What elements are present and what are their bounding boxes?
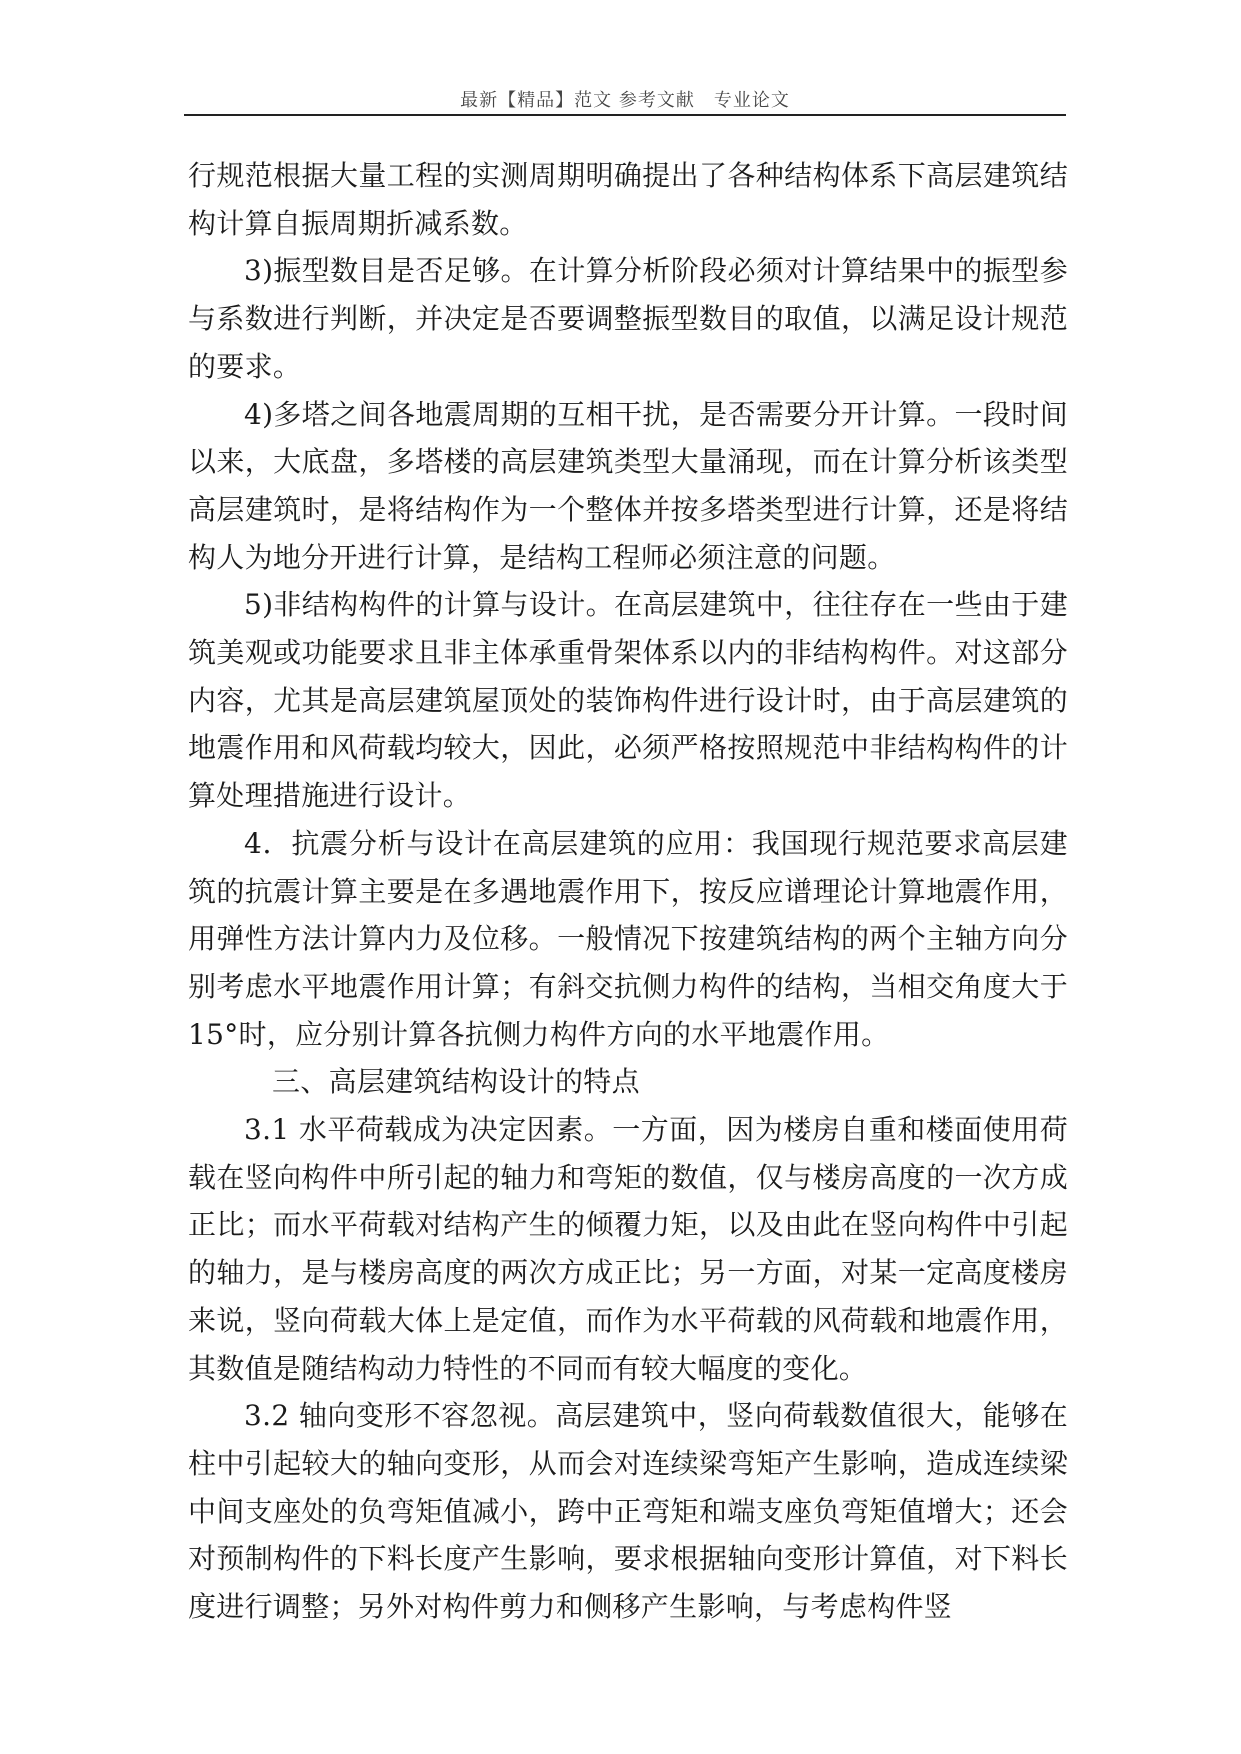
- paragraph-seismic-analysis: 4．抗震分析与设计在高层建筑的应用：我国现行规范要求高层建筑的抗震计算主要是在多遇地震作用下，按反应谱理论计算地震作用，用弹性方法计算内力及位移。一般情况下按建筑结构的两个主轴方向分别考虑水平地震作用计算；有斜交抗侧力构件的结构，当相交角度大于15°时，应分别计算各抗侧力构件方向的水平地震作用。: [188, 826, 1068, 1051]
- section-heading: 三、高层建筑结构设计的特点: [272, 1065, 640, 1099]
- paragraph-multi-tower: 4)多塔之间各地震周期的互相干扰，是否需要分开计算。一段时间以来，大底盘，多塔楼的高层建筑类型大量涌现，而在计算分析该类型高层建筑时，是将结构作为一个整体并按多塔类型进行计算，还是将结构人为地分开进行计算，是结构工程师必须注意的问题。: [188, 397, 1068, 574]
- paragraph-continuation: 行规范根据大量工程的实测周期明确提出了各种结构体系下高层建筑结构计算自振周期折减系数。: [188, 159, 1068, 240]
- page-header: 最新【精品】范文 参考文献 专业论文: [460, 90, 790, 111]
- paragraph-mode-count: 3)振型数目是否足够。在计算分析阶段必须对计算结果中的振型参与系数进行判断，并决定是否要调整振型数目的取值，以满足设计规范的要求。: [188, 254, 1068, 383]
- paragraph-horizontal-load: 3.1 水平荷载成为决定因素。一方面，因为楼房自重和楼面使用荷载在竖向构件中所引起的轴力和弯矩的数值，仅与楼房高度的一次方成正比；而水平荷载对结构产生的倾覆力矩，以及由此在竖向构件中引起的轴力，是与楼房高度的两次方成正比；另一方面，对某一定高度楼房来说，竖向荷载大体上是定值，而作为水平荷载的风荷载和地震作用，其数值是随结构动力特性的不同而有较大幅度的变化。: [188, 1113, 1068, 1385]
- document-body: [188, 152, 1068, 1631]
- paragraph-non-structural: 5)非结构构件的计算与设计。在高层建筑中，往往存在一些由于建筑美观或功能要求且非主体承重骨架体系以内的非结构构件。对这部分内容，尤其是高层建筑屋顶处的装饰构件进行设计时，由于高层建筑的地震作用和风荷载均较大，因此，必须严格按照规范中非结构构件的计算处理措施进行设计。: [188, 588, 1068, 813]
- paragraph-axial-deformation: 3.2 轴向变形不容忽视。高层建筑中，竖向荷载数值很大，能够在柱中引起较大的轴向变形，从而会对连续梁弯矩产生影响，造成连续梁中间支座处的负弯矩值减小，跨中正弯矩和端支座负弯矩值增大；还会对预制构件的下料长度产生影响，要求根据轴向变形计算值，对下料长度进行调整；另外对构件剪力和侧移产生影响，与考虑构件竖: [188, 1399, 1068, 1624]
- header-divider: [184, 114, 1066, 116]
